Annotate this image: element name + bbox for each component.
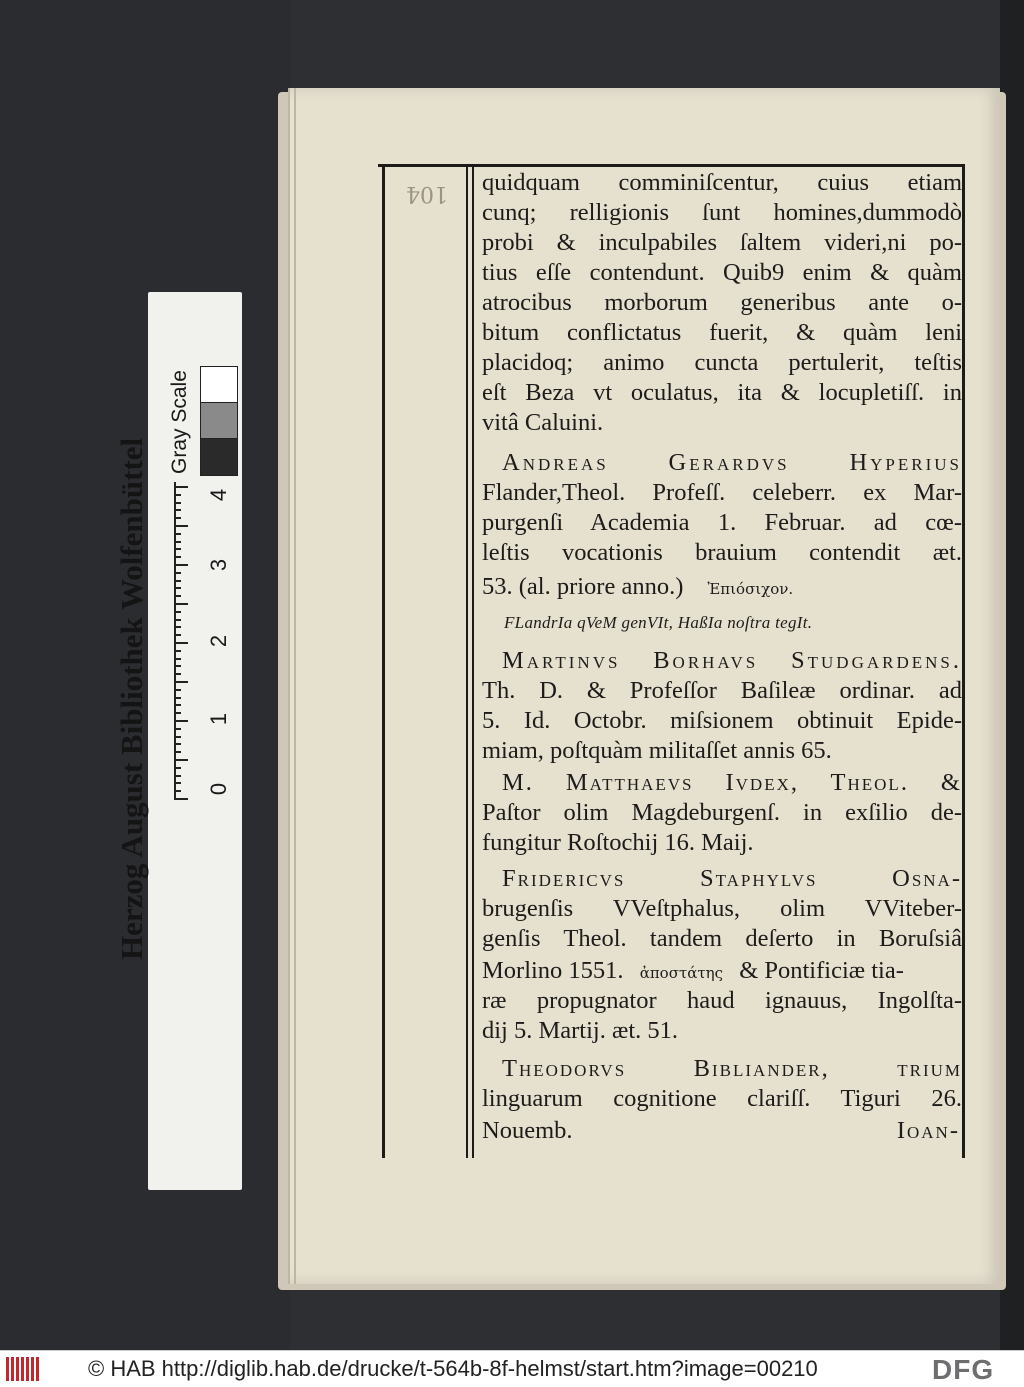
greek-word: ἀποστάτης (639, 964, 724, 982)
ruler-number: 3 (206, 558, 231, 572)
frame-rule-right (962, 164, 965, 1158)
ruler-tick (174, 587, 181, 589)
ruler-tick (174, 782, 181, 784)
text-line: ræ propugnator haud ignauus, Ingolſta- (482, 987, 962, 1014)
ruler-tick (174, 689, 181, 691)
catchword: Ioan- (896, 1117, 960, 1144)
text-line: quidquam comminiſcentur, cuius etiam (482, 169, 962, 196)
greek-word: Ἐπιόσιχον. (707, 580, 794, 598)
dfg-logo: DFG (932, 1354, 995, 1385)
text-line: miam, poſtquàm militaſſet annis 65. (482, 737, 832, 764)
text-line: atrocibus morborum generibus ante o- (482, 289, 962, 316)
frame-rule-left (382, 164, 385, 1158)
text-line: Andreas Gerardvs Hyperius (502, 449, 962, 476)
ruler-tick (174, 494, 181, 496)
ruler-tick (174, 697, 181, 699)
text-line: brugenſis VVeſtphalus, olim VViteber- (482, 895, 962, 922)
ruler-tick (174, 712, 181, 714)
text-line: eſt Beza vt oculatus, ita & locupletiſſ. in (482, 379, 962, 406)
text-line: 5. Id. Octobr. miſsionem obtinuit Epide- (482, 707, 962, 734)
text-line: placidoq; animo cuncta pertulerit, teſtis (482, 349, 962, 376)
ruler-tick (174, 619, 181, 621)
copyright-link[interactable]: © HAB http://diglib.hab.de/drucke/t-564b-8f-helmst/start.htm?image=00210 (88, 1356, 818, 1381)
frame-rule-inner (472, 164, 474, 1158)
ruler-tick (174, 681, 188, 683)
ruler-tick (174, 603, 188, 605)
page-text (482, 166, 962, 1156)
ruler-tick (174, 759, 188, 761)
ruler-tick (174, 743, 181, 745)
text-line: dij 5. Martij. æt. 51. (482, 1017, 678, 1044)
ruler-tick (174, 486, 188, 488)
gray-patch-mid (200, 402, 238, 440)
page-edge (288, 88, 290, 1284)
text-line: vitâ Caluini. (482, 409, 604, 436)
text-line: tius eſſe contendunt. Quib9 enim & quàm (482, 259, 962, 286)
text-line-with-greek (482, 956, 962, 988)
ruler-tick (174, 564, 188, 566)
ruler-tick (174, 548, 181, 550)
page-number: 104 (406, 181, 448, 206)
ruler-tick (174, 720, 188, 722)
text-line: Nouemb. (482, 1117, 573, 1144)
text-line: probi & inculpabiles ſaltem videri,ni po- (482, 229, 962, 256)
ruler-tick (174, 580, 181, 582)
ruler-tick (174, 595, 181, 597)
frame-rule-inner (466, 164, 468, 1158)
text-line: linguarum cognitione clariſſ. Tiguri 26. (482, 1085, 962, 1112)
ruler-tick (174, 728, 181, 730)
ruler-tick (174, 767, 181, 769)
ruler-tick (174, 650, 181, 652)
text-line: Theodorvs Bibliander, trium (502, 1055, 962, 1082)
text-line: M. Matthaevs Ivdex, Theol. & (502, 769, 962, 796)
text-line: Martinvs Borhavs Studgardenſ. (502, 647, 962, 674)
text-line: cunq; relligionis ſunt homines,dummodò (482, 199, 962, 226)
text-line-with-greek (482, 572, 962, 604)
footer-bar (0, 1350, 1024, 1387)
ruler-tick (174, 798, 188, 800)
ruler-number: 2 (206, 634, 231, 648)
text-line: Flander,Theol. Profeſſ. celeberr. ex Mar- (482, 479, 962, 506)
text-line: leſtis vocationis brauium contendit æt. (482, 539, 962, 566)
ruler-tick (174, 509, 181, 511)
text-span: 53. (al. priore anno.) (482, 573, 684, 600)
text-line: purgenſi Academia 1. Februar. ad cœ- (482, 509, 962, 536)
text-line: fungitur Roſtochij 16. Maij. (482, 829, 754, 856)
page-edge (294, 88, 296, 1284)
text-line: Th. D. & Profeſſor Baſileæ ordinar. ad (482, 677, 962, 704)
ruler-tick (174, 673, 181, 675)
chronogram-line: FLandrIa qVeM genVIt, HaßIa noſtra tegIt. (504, 613, 813, 632)
ruler-tick (174, 533, 181, 535)
text-span: & Pontificiæ tia- (739, 957, 904, 984)
gray-scale-label: Gray Scale (168, 370, 191, 474)
ruler-number: 4 (206, 488, 231, 502)
ruler-tick (174, 704, 181, 706)
text-line: Paſtor olim Magdeburgenſ. in exſilio de- (482, 799, 962, 826)
gray-patch-dark (200, 438, 238, 476)
hab-logo-icon (6, 1357, 46, 1381)
library-name: Herzog August Bibliothek Wolfenbüttel (114, 437, 149, 960)
ruler-tick (174, 572, 181, 574)
text-span: Morlino 1551. (482, 957, 624, 984)
ruler-tick (174, 502, 181, 504)
ruler-tick (174, 525, 188, 527)
ruler-tick (174, 751, 181, 753)
ruler-tick (174, 658, 181, 660)
text-line: bitum conflictatus fuerit, & quàm leni (482, 319, 962, 346)
ruler-tick (174, 790, 181, 792)
ruler-tick (174, 665, 181, 667)
ruler-number: 0 (206, 782, 231, 796)
gray-patch-white (200, 366, 238, 404)
ruler-tick (174, 541, 181, 543)
ruler-tick (174, 611, 181, 613)
ruler-tick (174, 556, 181, 558)
ruler-tick (174, 634, 181, 636)
ruler-tick (174, 736, 181, 738)
ruler-tick (174, 775, 181, 777)
ruler-tick (174, 642, 188, 644)
ruler-tick (174, 517, 181, 519)
text-line: genſis Theol. tandem deſerto in Boruſsiâ (482, 925, 962, 952)
ruler-tick (174, 626, 181, 628)
text-line: Fridericvs Staphylvs Oſna- (502, 865, 962, 892)
ruler-number: 1 (206, 712, 231, 726)
